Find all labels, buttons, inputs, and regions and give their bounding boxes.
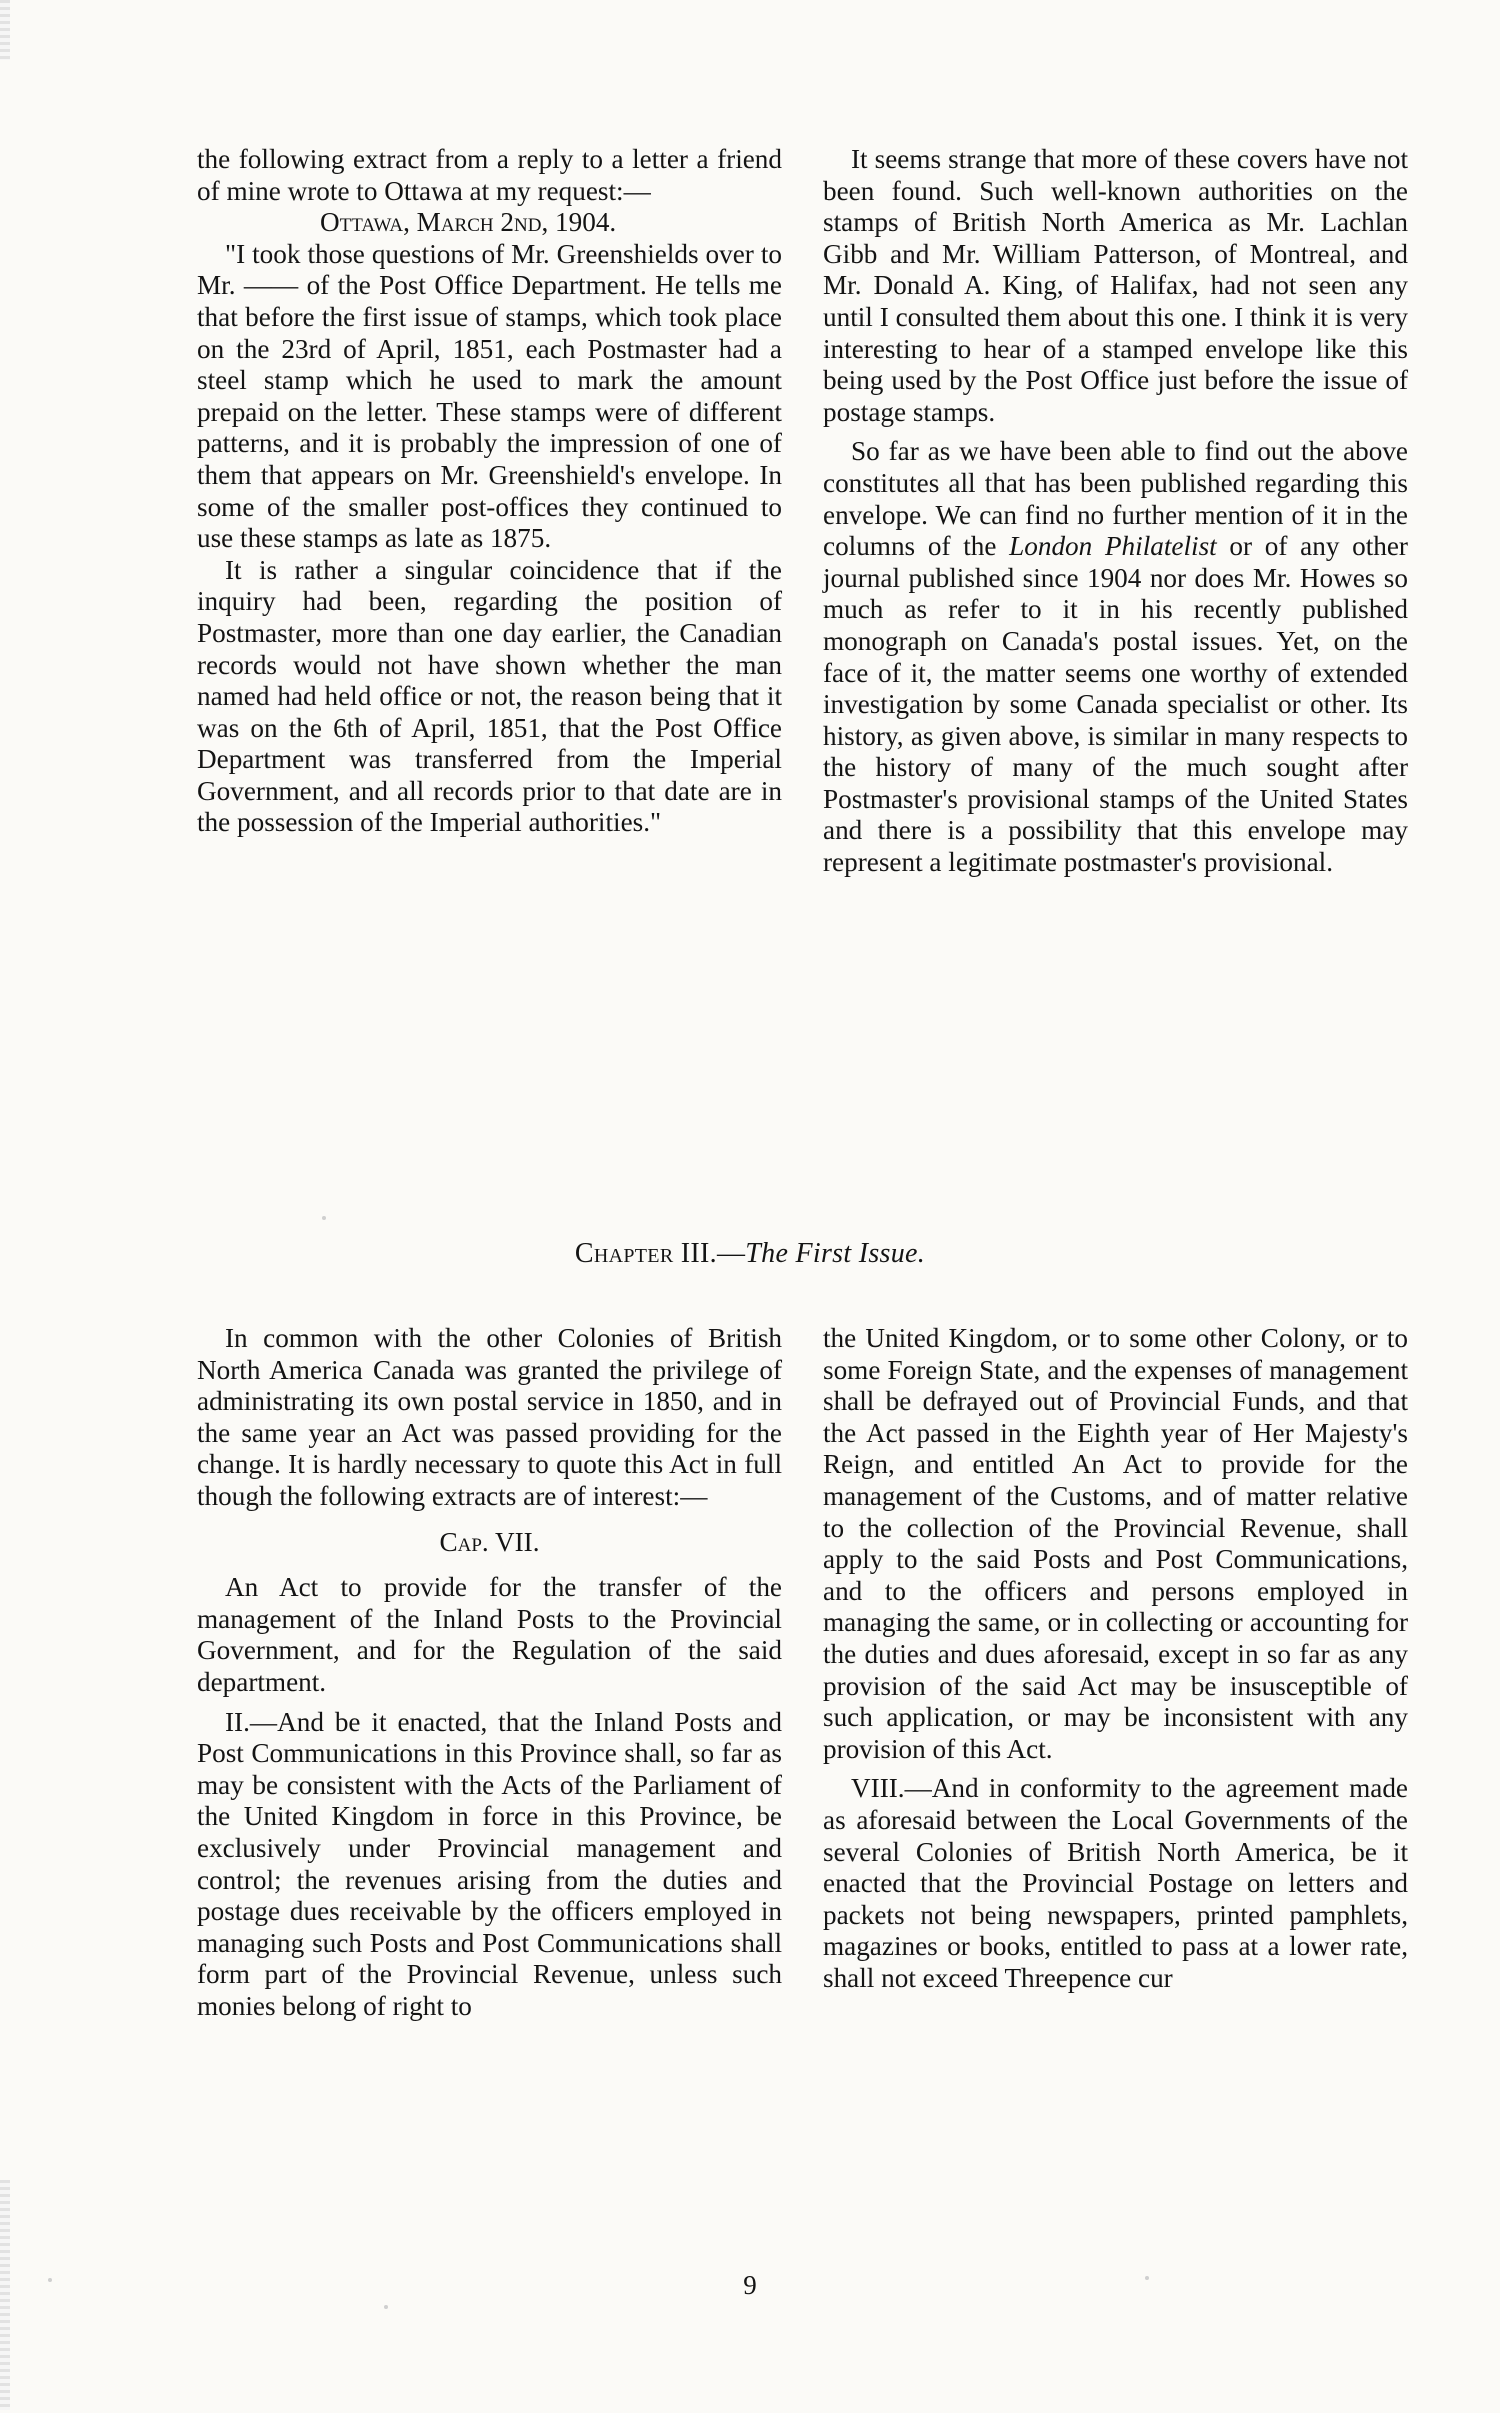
paragraph: the United Kingdom, or to some other Colony, or to some Foreign State, and the expenses of management shall be defrayed out of Provincial Funds, and that the Act passed in the Eighth year of Her Majesty's Reign, and entitled An Act to provide for the management of the Customs, and of matter relative to the collection of the Provincial Revenue, shall apply to the said Posts and Post Communications, and to the officers and persons employed in managing the same, or in collecting or accounting for the duties and dues aforesaid, except in so far as any provision of the said Act may be insusceptible of such application, or may be inconsistent with any provision of this Act. xyxy=(823,1323,1408,1764)
scan-speck xyxy=(322,1216,326,1220)
paragraph: In common with the other Colonies of British North America Canada was granted the privilege of administrating its own postal service in 1850, and in the same year an Act was passed providing for the change. It is hardly necessary to quote this Act in full though the following extracts are of interest:— xyxy=(197,1323,782,1511)
text-column-bottom-left xyxy=(197,1323,782,2022)
text-column-bottom-right xyxy=(823,1323,1408,1994)
paragraph: An Act to provide for the transfer of the management of the Inland Posts to the Provincial Government, and for the Regulation of the said department. xyxy=(197,1572,782,1697)
chapter-title: The First Issue. xyxy=(745,1238,926,1269)
scan-speck xyxy=(384,2305,388,2309)
act-chapter-heading: Cap. VII. xyxy=(439,1526,540,1557)
paragraph: the following extract from a reply to a letter a friend of mine wrote to Ottawa at my request:— xyxy=(197,144,782,206)
paragraph: It is rather a singular coincidence that if the inquiry had been, regarding the position of Postmaster, more than one day earlier, the Canadian records would not have shown whether the man named had held office or not, the reason being that it was on the 6th of April, 1851, that the Post Office Department was transferred from the Imperial Government, and all records prior to that date are in the possession of the Imperial authorities." xyxy=(197,554,782,838)
scan-edge-mark xyxy=(0,0,10,60)
chapter-heading: Chapter III.—The First Issue. xyxy=(574,1238,926,1269)
paragraph-text: So far as we have been able to find out the above constitutes all that has been published regarding this envelope. We can find no further mention of it in the columns of the xyxy=(823,436,1408,562)
paragraph: It seems strange that more of these covers have not been found. Such well-known authorities on the stamps of British North America as Mr. Lachlan Gibb and Mr. William Patterson, of Montreal, and Mr. Donald A. King, of Halifax, had not seen any until I consulted them about this one. I think it is very interesting to hear of a stamped envelope like this being used by the Post Office just before the issue of postage stamps. xyxy=(823,144,1408,427)
dateline: Ottawa, March 2nd, 1904. xyxy=(320,207,617,238)
chapter-label: Chapter III. xyxy=(574,1238,717,1269)
text-column-top-right xyxy=(823,144,1408,879)
paragraph xyxy=(823,436,1408,878)
page-number: 9 xyxy=(743,2270,757,2300)
text-column-top-left xyxy=(197,144,782,839)
paragraph: II.—And be it enacted, that the Inland Posts and Post Communications in this Province shall, so far as may be consistent with the Acts of the Parliament of the United Kingdom in force in this Province, be exclusively under Provincial management and control; the revenues arising from the duties and postage dues receivable by the officers employed in managing such Posts and Post Communications shall form part of the Provincial Revenue, unless such monies belong of right to xyxy=(197,1706,782,2021)
paragraph-text: or of any other journal published since 1904 nor does Mr. Howes so much as refer to it in his recently published monograph on Canada's postal issues. Yet, on the face of it, the matter seems one worthy of extended investigation by some Canada specialist or other. Its history, as given above, is similar in many respects to the history of many of the much sought after Postmaster's provisional stamps of the United States and there is a possibility that this envelope may represent a legitimate postmaster's provisional. xyxy=(823,531,1408,878)
paragraph: "I took those questions of Mr. Greenshields over to Mr. —— of the Post Office Department. He tells me that before the first issue of stamps, which took place on the 23rd of April, 1851, each Postmaster had a steel stamp which he used to mark the amount prepaid on the letter. These stamps were of different patterns, and it is probably the impression of one of them that appears on Mr. Greenshield's envelope. In some of the smaller post-offices they continued to use these stamps as late as 1875. xyxy=(197,238,782,554)
paragraph: VIII.—And in conformity to the agreement made as aforesaid between the Local Governments of the several Colonies of British North America, be it enacted that the Provincial Postage on letters and packets not being newspapers, printed pamphlets, magazines or books, entitled to pass at a lower rate, shall not exceed Threepence cur xyxy=(823,1773,1408,1993)
journal-title: London Philatelist xyxy=(1009,531,1217,562)
